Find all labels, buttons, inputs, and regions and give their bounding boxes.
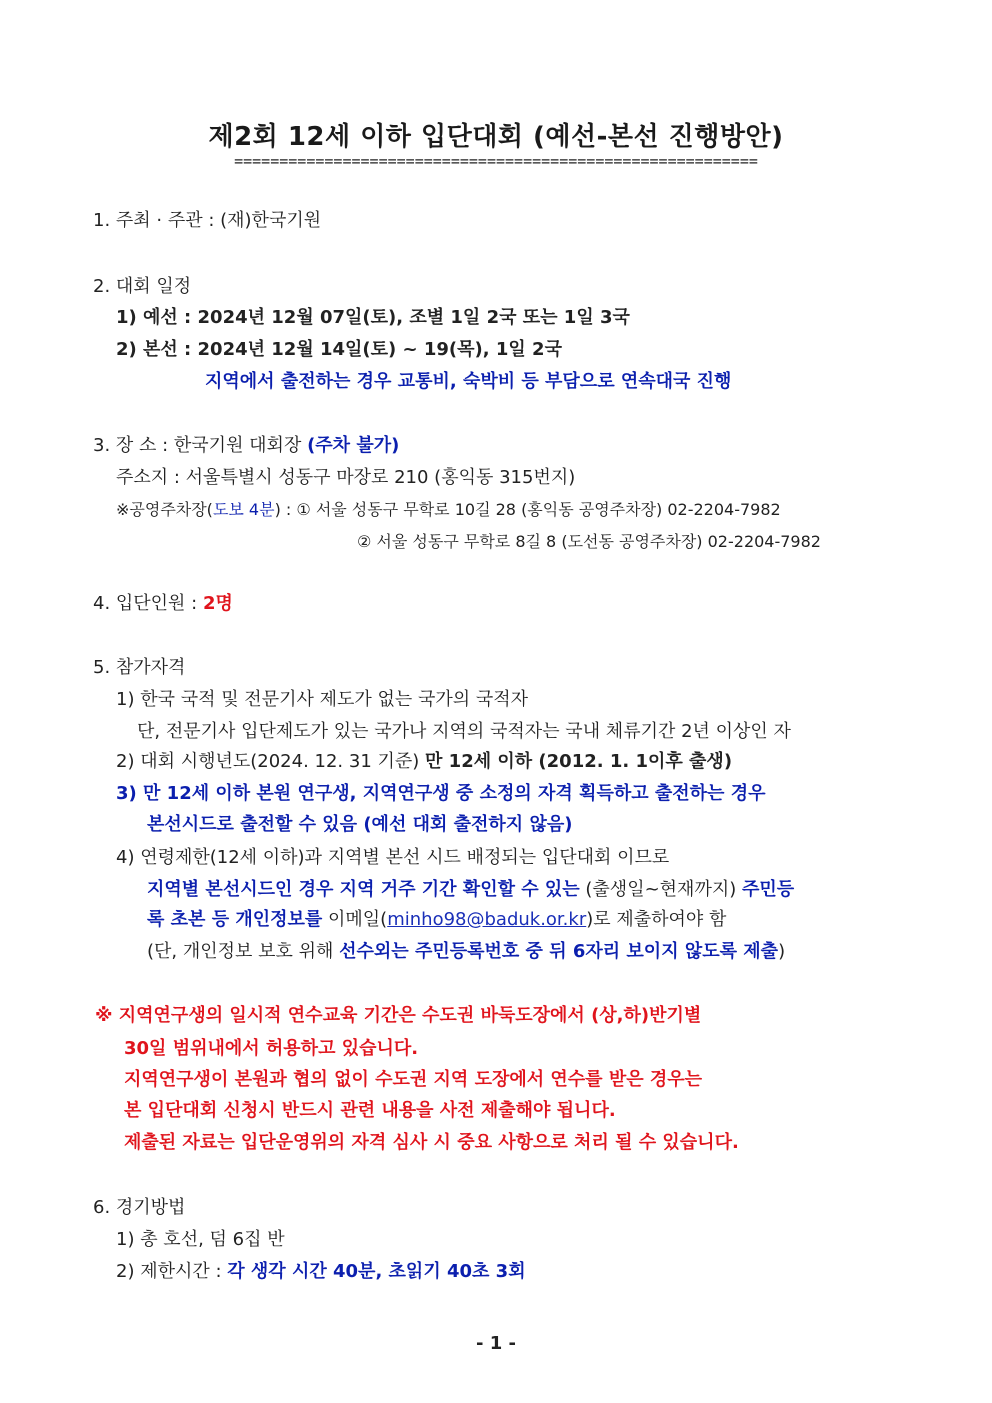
quota-label: 4. 입단인원 : — [93, 593, 203, 614]
time-limit-value: 각 생각 시간 40분, 초읽기 40초 3회 — [227, 1261, 526, 1282]
privacy-note-close: ) — [778, 941, 786, 962]
eligibility-4-seed-text: 지역별 본선시드인 경우 지역 거주 기간 확인할 수 있는 — [147, 879, 580, 900]
page-number: - 1 - — [476, 1333, 516, 1354]
title-rule: ========================================================== — [234, 152, 758, 170]
eligibility-4-period: (출생일~현재까지) — [579, 879, 742, 900]
privacy-note-open: (단, 개인정보 보호 위해 — [147, 941, 340, 962]
section-2-heading: 2. 대회 일정 — [93, 276, 192, 297]
notice-line-1: ※ 지역연구생의 일시적 연수교육 기간은 수도권 바둑도장에서 (상,하)반기별 — [95, 1005, 702, 1026]
public-parking-2: ② 서울 성동구 무학로 8길 8 (도선동 공영주차장) 02-2204-7982 — [357, 532, 821, 551]
notice-line-2: 30일 범위내에서 허용하고 있습니다. — [124, 1038, 419, 1059]
eligibility-4-line2 — [147, 878, 794, 902]
eligibility-1-note: 단, 전문기사 입단제도가 있는 국가나 지역의 국적자는 국내 체류기간 2년 이상인 자 — [137, 721, 791, 742]
contact-email-link[interactable]: minho98@baduk.or.kr — [387, 909, 587, 930]
notice-line-4: 본 입단대회 신청시 반드시 관련 내용을 사전 제출해야 됩니다. — [124, 1100, 616, 1121]
game-rule-1: 1) 총 호선, 덤 6집 반 — [116, 1229, 285, 1250]
parking-prefix: ※공영주차장( — [116, 500, 213, 519]
privacy-note-text: 선수외는 주민등록번호 중 뒤 6자리 보이지 않도록 제출 — [339, 941, 779, 962]
eligibility-4-submit: )로 제출하여야 함 — [586, 909, 727, 930]
schedule-prelim — [116, 306, 630, 330]
game-rule-2 — [116, 1260, 526, 1284]
eligibility-4: 4) 연령제한(12세 이하)과 지역별 본선 시드 배정되는 입단대회 이므로 — [116, 847, 670, 868]
eligibility-4-line4 — [147, 940, 785, 964]
eligibility-2-label: 2) 대회 시행년도(2024. 12. 31 기준) — [116, 751, 426, 772]
parking-lot-1: ) : ① 서울 성동구 무학로 10길 28 (홍익동 공영주차장) 02-2204-7982 — [274, 500, 781, 519]
parking-walk-time: 도보 4분 — [212, 500, 275, 519]
eligibility-2-age: 만 12세 이하 (2012. 1. 1이후 출생) — [425, 751, 733, 772]
eligibility-4-email-label: 이메일( — [322, 909, 388, 930]
venue-parking-note: (주차 불가) — [307, 435, 400, 456]
eligibility-2 — [116, 750, 732, 774]
eligibility-4-docs: 록 초본 등 개인정보를 — [147, 909, 323, 930]
notice-line-5: 제출된 자료는 입단운영위의 자격 심사 시 중요 사항으로 처리 될 수 있습니다. — [124, 1132, 739, 1153]
schedule-prelim-text: 1) 예선 : 2024년 12월 07일(토), 조별 1일 2국 또는 1일 3국 — [116, 307, 630, 328]
public-parking-1 — [116, 498, 781, 522]
section-6-heading: 6. 경기방법 — [93, 1197, 186, 1218]
eligibility-4-resident: 주민등 — [741, 879, 795, 900]
section-5-heading: 5. 참가자격 — [93, 657, 186, 678]
eligibility-4-line3 — [147, 908, 726, 932]
notice-line-3: 지역연구생이 본원과 협의 없이 수도권 지역 도장에서 연수를 받은 경우는 — [124, 1069, 703, 1090]
quota-value: 2명 — [202, 593, 233, 614]
venue-address: 주소지 : 서울특별시 성동구 마장로 210 (홍익동 315번지) — [116, 467, 576, 488]
venue-text: 3. 장 소 : 한국기원 대회장 — [93, 435, 308, 456]
section-3-venue — [93, 434, 399, 458]
schedule-main-text: 2) 본선 : 2024년 12월 14일(토) ~ 19(목), 1일 2국 — [116, 339, 562, 360]
time-limit-label: 2) 제한시간 : — [116, 1261, 228, 1282]
section-4-quota — [93, 592, 233, 616]
schedule-note: 지역에서 출전하는 경우 교통비, 숙박비 등 부담으로 연속대국 진행 — [205, 371, 732, 392]
section-1-host: 1. 주최 · 주관 : (재)한국기원 — [93, 210, 322, 231]
document-title: 제2회 12세 이하 입단대회 (예선-본선 진행방안) — [208, 122, 784, 152]
eligibility-3: 3) 만 12세 이하 본원 연구생, 지역연구생 중 소정의 자격 획득하고 출전하는 경우 — [116, 783, 766, 804]
eligibility-1: 1) 한국 국적 및 전문기사 제도가 없는 국가의 국적자 — [116, 689, 529, 710]
schedule-main — [116, 338, 562, 362]
eligibility-3-note: 본선시드로 출전할 수 있음 (예선 대회 출전하지 않음) — [147, 814, 573, 835]
